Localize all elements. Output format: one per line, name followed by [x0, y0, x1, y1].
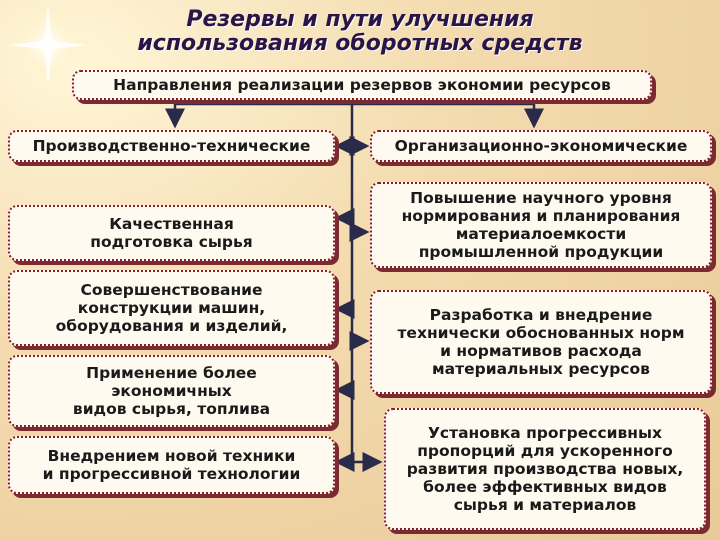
header-box-text: Направления реализации резервов экономии ресурсов	[113, 76, 611, 94]
left-item-3	[8, 355, 335, 427]
left-category-box	[8, 130, 335, 162]
item-line: Разработка и внедрение	[429, 306, 653, 324]
item-line: нормирования и планирования	[401, 207, 681, 225]
header-box	[72, 70, 652, 100]
item-line: материалоемкости	[455, 225, 627, 243]
left-category-text: Производственно-технические	[32, 137, 311, 155]
item-line: пропорций для ускоренного	[417, 442, 673, 460]
left-item-2	[8, 270, 335, 346]
item-line: Совершенствование	[80, 281, 263, 299]
item-line: развития производства новых,	[406, 460, 684, 478]
right-item-1	[370, 182, 712, 268]
item-line: материальных ресурсов	[432, 360, 650, 378]
item-line: Повышение научного уровня	[410, 189, 672, 207]
item-line: промышленной продукции	[418, 243, 664, 261]
item-line: более эффективных видов	[423, 478, 667, 496]
item-line: Внедрением новой техники	[47, 447, 296, 465]
right-category-text: Организационно-экономические	[394, 137, 688, 155]
title-line-1: Резервы и пути улучшения	[186, 7, 534, 32]
item-line: экономичных	[111, 382, 232, 400]
left-item-1	[8, 205, 335, 261]
item-line: Применение более	[86, 364, 257, 382]
item-line: Установка прогрессивных	[427, 424, 663, 442]
right-item-2	[370, 290, 712, 394]
item-line: конструкции машин,	[77, 299, 266, 317]
right-category-box	[370, 130, 712, 162]
item-line: Качественная	[109, 215, 234, 233]
right-item-3	[384, 408, 706, 530]
item-line: оборудования и изделий,	[55, 317, 288, 335]
title-line-2: использования оборотных средств	[137, 31, 583, 56]
item-line: технически обоснованных норм	[397, 324, 685, 342]
item-line: и нормативов расхода	[440, 342, 642, 360]
item-line: и прогрессивной технологии	[42, 465, 301, 483]
item-line: сырья и материалов	[453, 496, 637, 514]
item-line: подготовка сырья	[90, 233, 253, 251]
left-item-4	[8, 436, 335, 494]
item-line: видов сырья, топлива	[72, 400, 271, 418]
